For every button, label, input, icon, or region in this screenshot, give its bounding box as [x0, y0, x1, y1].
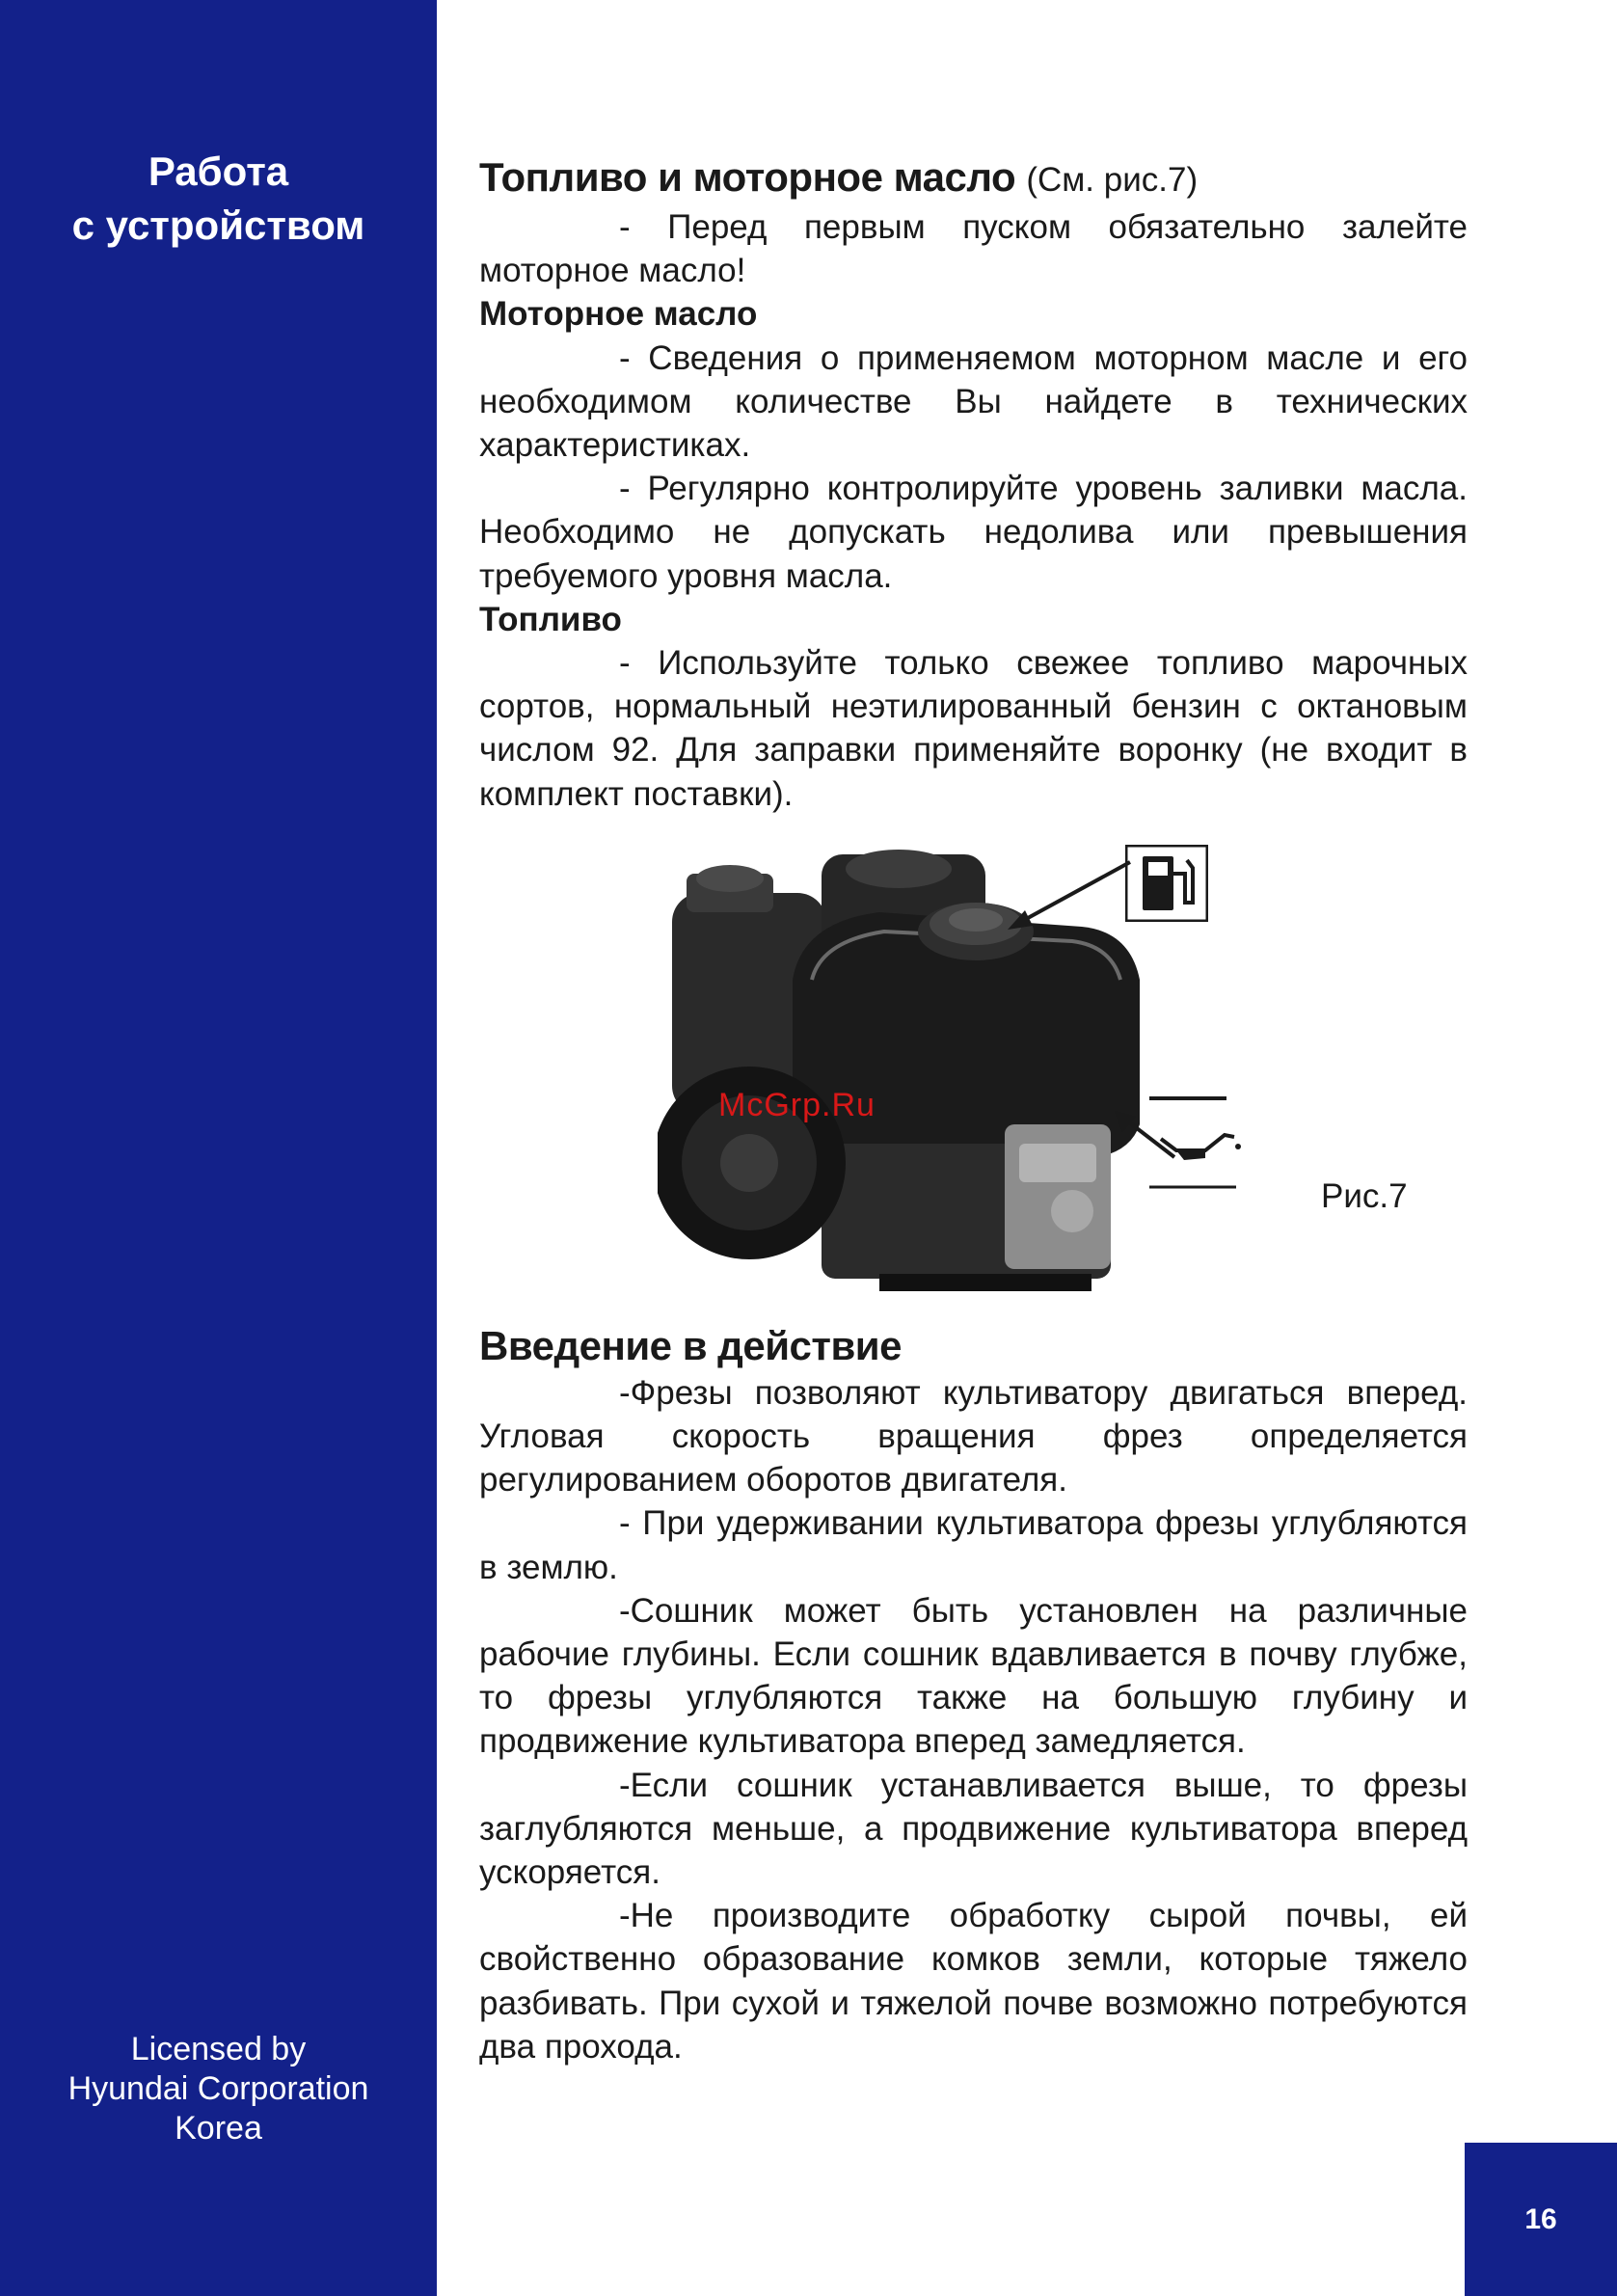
engine-figure — [479, 816, 1468, 1317]
sidebar — [0, 0, 437, 2296]
license-line1: Licensed by — [130, 2031, 307, 2067]
oil-paragraph-2: - Регулярно контролируйте уровень заливки масла. Необходимо не допускать недолива или превышения требуемого уровня масла. — [479, 470, 1468, 595]
oil-paragraph-1: - Сведения о применяемом моторном масле и его необходимом количестве Вы найдете в технических характеристиках. — [479, 338, 1468, 465]
license-line3: Korea — [175, 2110, 262, 2147]
startup-paragraph-5: -Не производите обработку сырой почвы, ей свойственно образование комков земли, которые тяжело разбивать. При сухой и тяжелой почве возможно потребуются два прохода. — [479, 1897, 1468, 2066]
section-title — [0, 145, 437, 253]
figure-caption: Рис.7 — [1321, 1176, 1408, 1215]
oil-arrow — [1111, 1105, 1178, 1163]
page-number-text: 16 — [1524, 2202, 1557, 2235]
main-content — [479, 152, 1468, 2068]
fuel-pump-icon — [1125, 845, 1208, 922]
figure-reference: (См. рис.7) — [1026, 161, 1199, 199]
fuel-paragraph-1: - Используйте только свежее топливо марочных сортов, нормальный неэтилированный бензин с октановым числом 92. Для заправки применяйте воронку (не входит в комплект поставки). — [479, 644, 1468, 813]
startup-heading: Введение в действие — [479, 1322, 902, 1368]
fuel-arrow — [1000, 854, 1135, 932]
startup-paragraph-2: - При удерживании культиватора фрезы углубляются в землю. — [479, 1504, 1468, 1586]
page-number — [1465, 2143, 1617, 2296]
startup-paragraph-3: -Сошник может быть установлен на различные рабочие глубины. Если сошник вдавливается в почву глубже, то фрезы углубляются также на большую глубину и продвижение культиватора вперед замедляется. — [479, 1591, 1468, 1761]
license-note — [0, 2030, 437, 2148]
license-line2: Hyundai Corporation — [67, 2070, 369, 2107]
startup-paragraph-4: -Если сошник устанавливается выше, то фрезы заглубляются меньше, а продвижение культиватора вперед ускоряется. — [479, 1766, 1468, 1892]
fuel-oil-heading-text: Топливо и моторное масло — [479, 154, 1016, 200]
intro-paragraph: - Перед первым пуском обязательно залейте моторное масло! — [479, 208, 1468, 290]
section-title-line1: Работа — [148, 149, 289, 194]
oil-subheading: Моторное масло — [479, 295, 758, 334]
fuel-oil-heading — [479, 152, 1468, 205]
section-title-line2: с устройством — [71, 203, 365, 248]
watermark: McGrp.Ru — [718, 1086, 876, 1123]
startup-paragraph-1: -Фрезы позволяют культиватору двигаться вперед. Угловая скорость вращения фрез определяется регулированием оборотов двигателя. — [479, 1373, 1468, 1499]
fuel-subheading: Топливо — [479, 600, 622, 638]
